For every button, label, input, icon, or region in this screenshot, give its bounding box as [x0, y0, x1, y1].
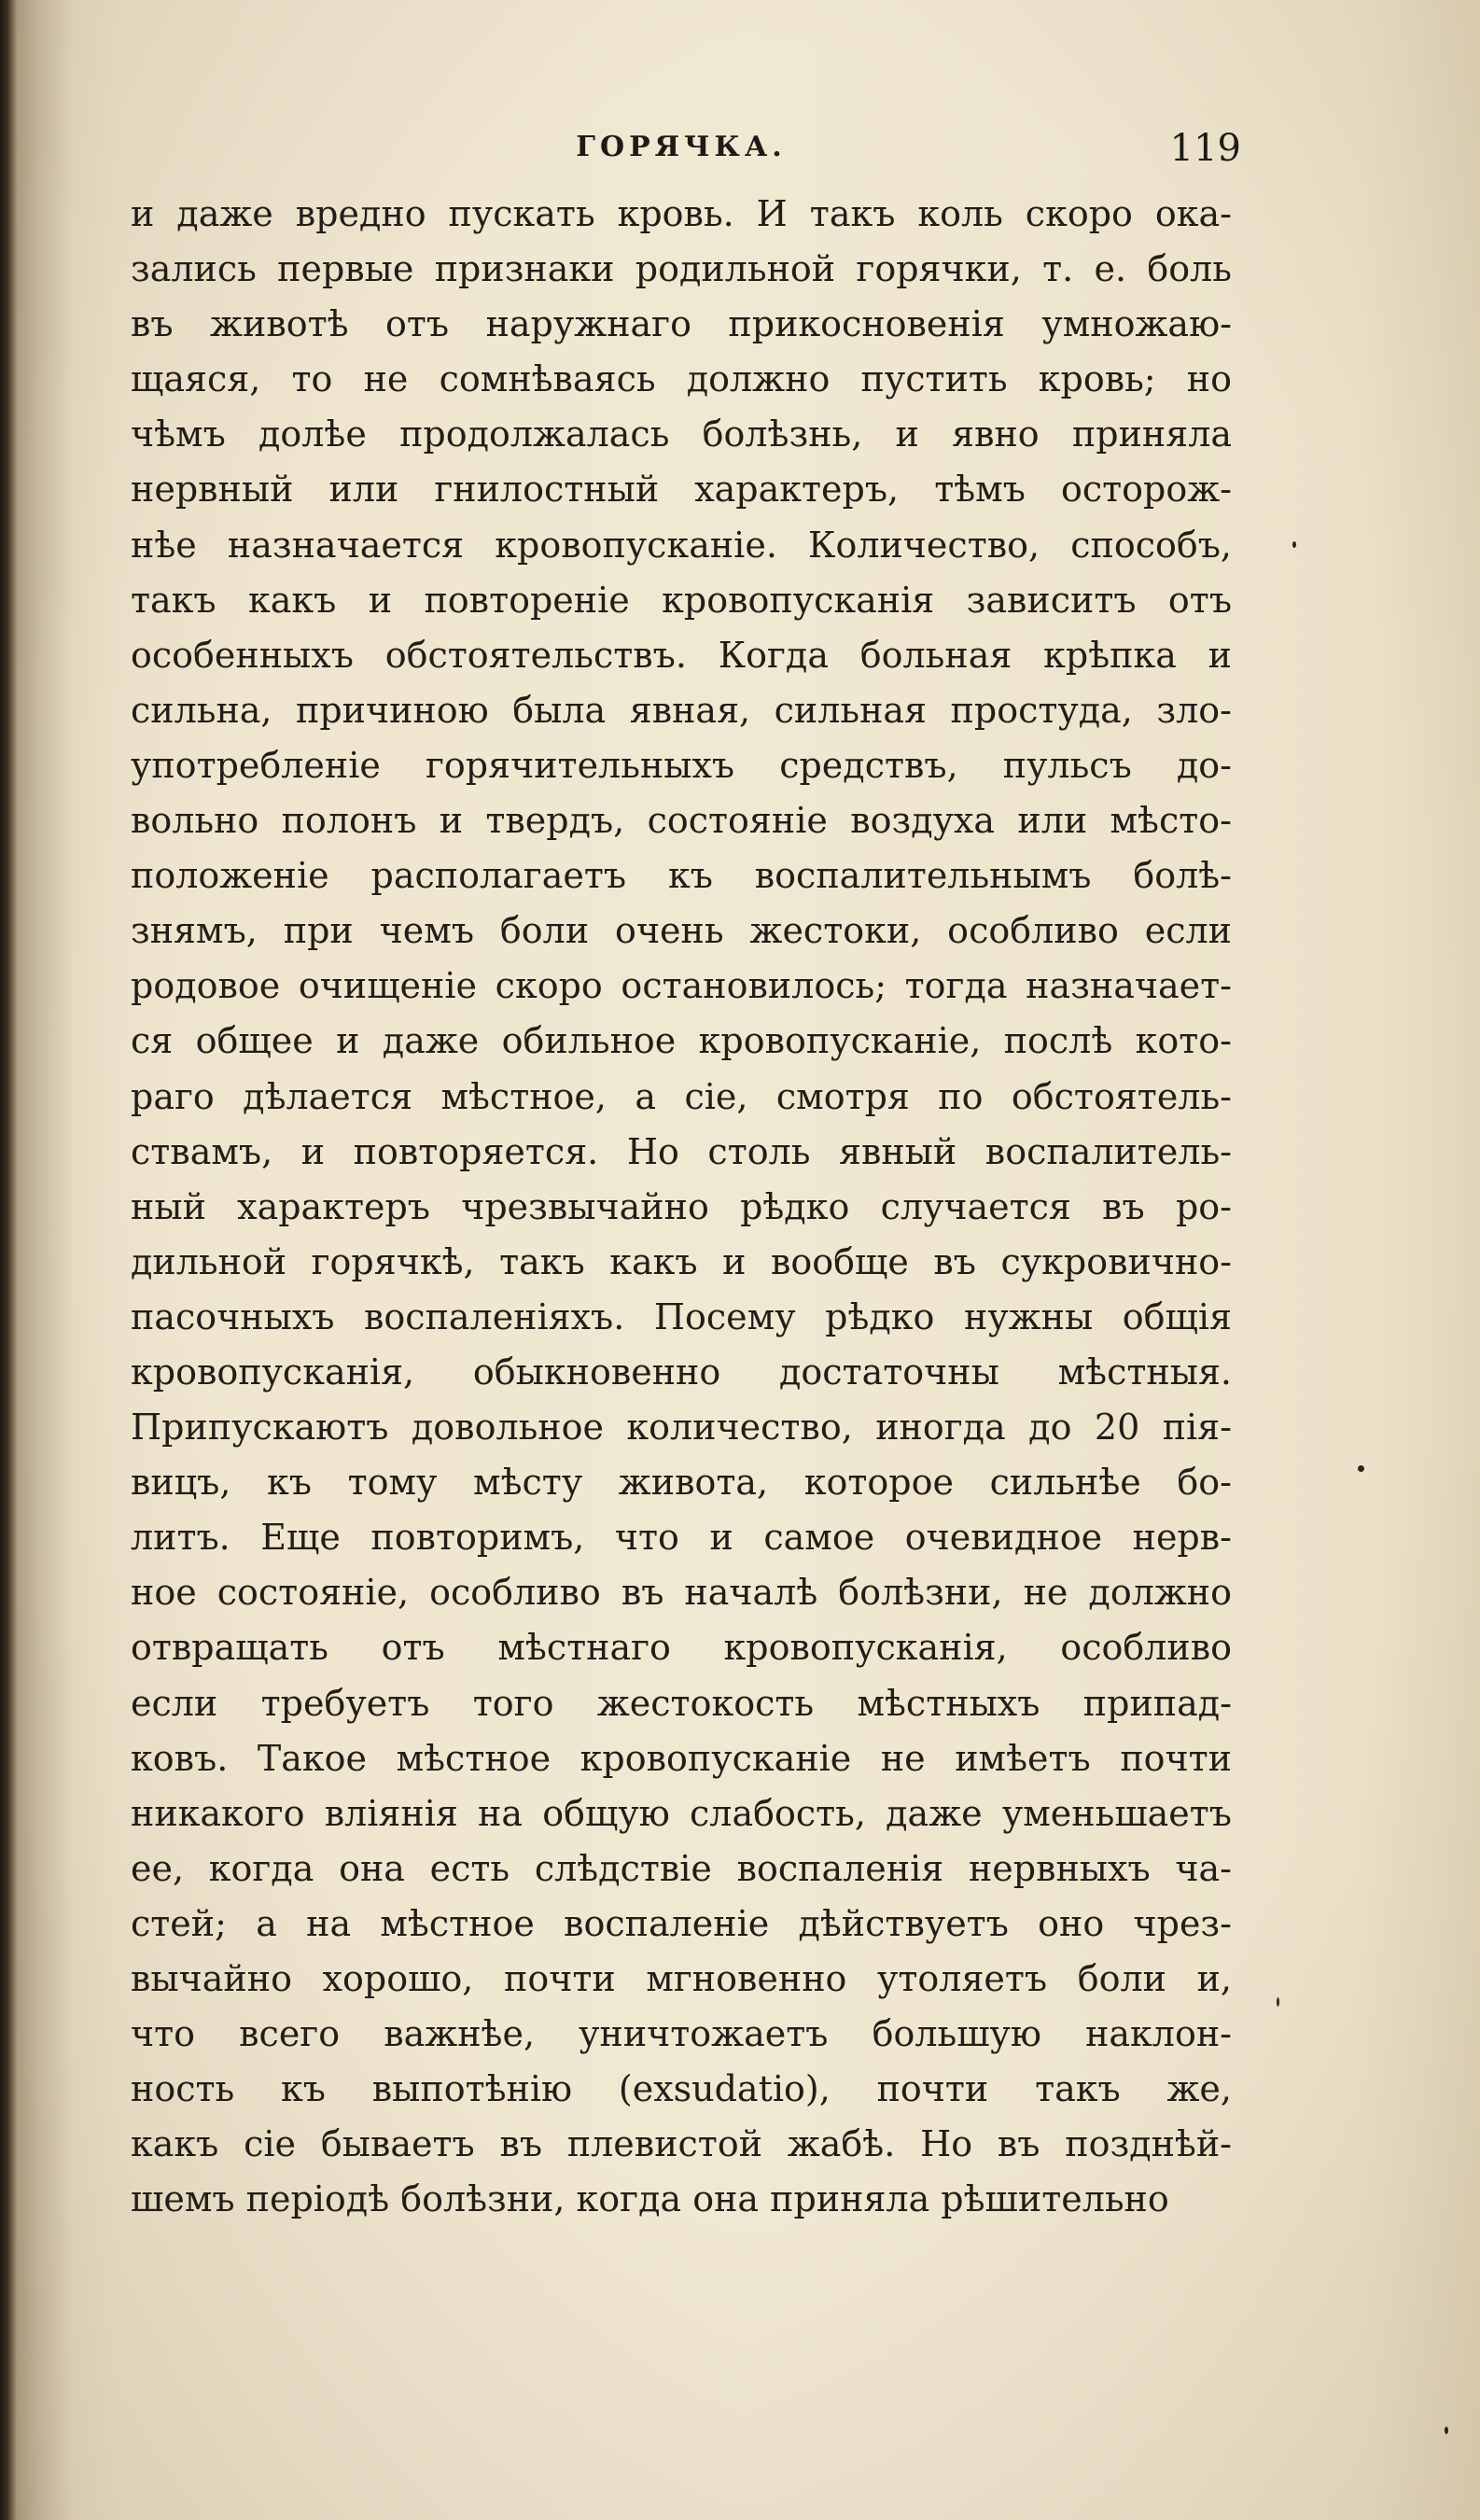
gutter-shadow [17, 0, 73, 2520]
text-line: чѣмъ долѣе продолжалась болѣзнь, и явно приняла [131, 413, 1232, 455]
text-line: шемъ періодѣ болѣзни, когда она приняла рѣшительно [131, 2178, 1169, 2220]
page-number: 119 [1169, 127, 1241, 170]
text-line: никакого вліянія на общую слабость, даже уменьшаетъ [131, 1792, 1232, 1834]
page-header [131, 127, 1241, 177]
text-line: какъ сіе бываетъ въ плевистой жабѣ. Но въ позднѣй- [131, 2123, 1232, 2165]
ink-speck [1292, 541, 1296, 548]
text-line: зались первые признаки родильной горячки, т. е. боль [131, 248, 1232, 290]
body-text [131, 187, 1232, 2227]
text-line: родовое очищеніе скоро остановилось; тогда назначает- [131, 965, 1232, 1007]
text-line: литъ. Еще повторимъ, что и самое очевидное нерв- [131, 1517, 1232, 1559]
text-line: кровопусканія, обыкновенно достаточны мѣстныя. [131, 1351, 1232, 1393]
text-line: щаяся, то не сомнѣваясь должно пустить кровь; но [131, 358, 1232, 400]
text-line: раго дѣлается мѣстное, а сіе, смотря по обстоятель- [131, 1075, 1232, 1117]
ink-speck [1358, 1465, 1364, 1472]
text-line: знямъ, при чемъ боли очень жестоки, особливо если [131, 910, 1232, 952]
text-line: ковъ. Такое мѣстное кровопусканіе не имѣетъ почти [131, 1737, 1232, 1779]
text-line: вицъ, къ тому мѣсту живота, которое сильнѣе бо- [131, 1462, 1232, 1504]
text-line: Припускаютъ довольное количество, иногда до 20 пія- [131, 1407, 1232, 1449]
text-line: нервный или гнилостный характеръ, тѣмъ осторож- [131, 469, 1232, 511]
text-line: и даже вредно пускать кровь. И такъ коль скоро ока- [131, 193, 1232, 234]
text-line: ность къ выпотѣнію (exsudatio), почти такъ же, [131, 2068, 1232, 2110]
text-line: сильна, причиною была явная, сильная простуда, зло- [131, 689, 1232, 731]
text-line: стей; а на мѣстное воспаленіе дѣйствуетъ оно чрез- [131, 1902, 1232, 1944]
text-line: въ животѣ отъ наружнаго прикосновенія умножаю- [131, 303, 1232, 345]
book-binding-edge [0, 0, 17, 2520]
ink-speck [1445, 2427, 1448, 2434]
text-line: ствамъ, и повторяется. Но столь явный воспалитель- [131, 1130, 1232, 1172]
text-line: ное состояніе, особливо въ началѣ болѣзни, не должно [131, 1572, 1232, 1614]
text-line: положеніе располагаетъ къ воспалительнымъ болѣ- [131, 855, 1232, 897]
text-line: отвращать отъ мѣстнаго кровопусканія, особливо [131, 1627, 1232, 1669]
text-line: ный характеръ чрезвычайно рѣдко случается въ ро- [131, 1185, 1232, 1227]
text-line: если требуетъ того жестокость мѣстныхъ припад- [131, 1682, 1232, 1724]
running-title: ГОРЯЧКА. [576, 131, 787, 163]
text-line: особенныхъ обстоятельствъ. Когда больная крѣпка и [131, 634, 1232, 676]
text-line: употребленіе горячительныхъ средствъ, пульсъ до- [131, 744, 1232, 786]
text-line: вольно полонъ и твердъ, состояніе воздуха или мѣсто- [131, 800, 1232, 842]
text-line: ее, когда она есть слѣдствіе воспаленія нервныхъ ча- [131, 1847, 1232, 1889]
text-line: ся общее и даже обильное кровопусканіе, послѣ кото- [131, 1020, 1232, 1062]
ink-speck [1277, 1997, 1279, 2007]
text-line: дильной горячкѣ, такъ какъ и вообще въ сукровично- [131, 1240, 1232, 1282]
text-line: такъ какъ и повтореніе кровопусканія зависитъ отъ [131, 579, 1232, 621]
text-line: нѣе назначается кровопусканіе. Количество, способъ, [131, 524, 1232, 566]
text-line: пасочныхъ воспаленіяхъ. Посему рѣдко нужны общія [131, 1295, 1232, 1337]
text-line: вычайно хорошо, почти мгновенно утоляетъ боли и, [131, 1958, 1232, 1999]
text-line: что всего важнѣе, уничтожаетъ большую наклон- [131, 2013, 1232, 2055]
